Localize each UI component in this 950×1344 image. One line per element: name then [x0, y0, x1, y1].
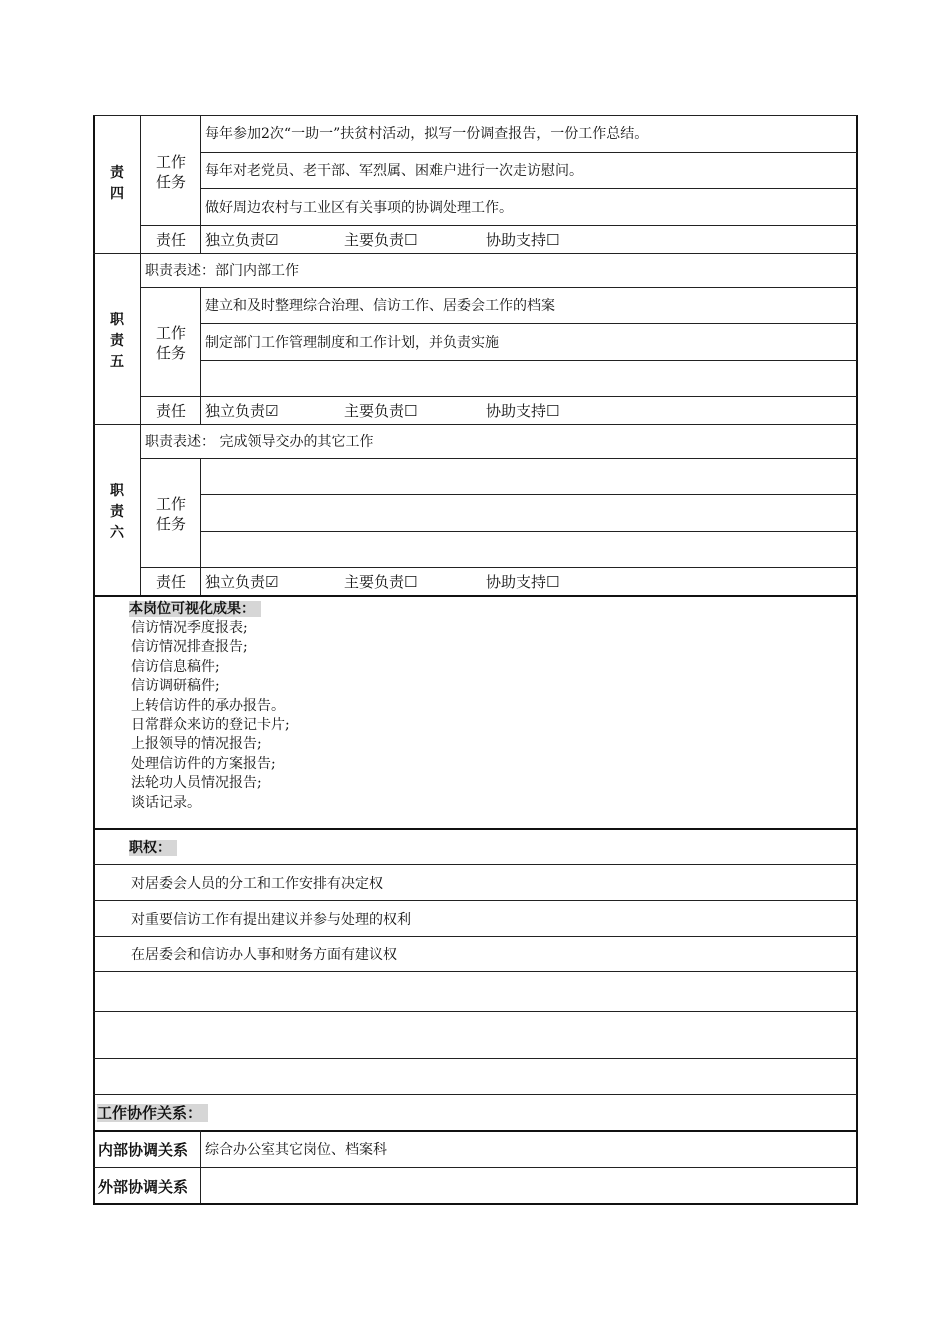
internal-value: 综合办公室其它岗位、档案科	[205, 1142, 387, 1158]
list-item: 谈话记录。	[131, 794, 201, 811]
responsibility-label: 责任	[156, 231, 187, 249]
independent-checkbox[interactable]: 独立负责☑	[205, 402, 279, 420]
independent-checkbox[interactable]: 独立负责☑	[205, 573, 279, 591]
outcomes-title: 本岗位可视化成果：	[129, 601, 261, 617]
authority-item-2: 对重要信访工作有提出建议并参与处理的权利	[131, 912, 411, 928]
duty4-task-3: 做好周边农村与工业区有关事项的协调处理工作。	[205, 200, 513, 216]
duty4-work-label: 工作 任务	[155, 153, 186, 191]
external-label: 外部协调关系	[98, 1178, 189, 1196]
duty4-label: 责 四	[110, 165, 124, 202]
list-item: 信访信息稿件;	[131, 658, 220, 675]
authority-title: 职权：	[129, 840, 177, 856]
responsibility-label: 责任	[156, 573, 187, 591]
duty5-work-label: 工作 任务	[155, 324, 186, 362]
assist-checkbox[interactable]: 协助支持☐	[486, 573, 560, 591]
duty6-label: 职 责 六	[110, 483, 124, 541]
list-item: 上报领导的情况报告;	[131, 736, 262, 753]
independent-checkbox[interactable]: 独立负责☑	[205, 231, 279, 249]
duty4-task-1: 每年参加2次“一助一”扶贫村活动，拟写一份调查报告，一份工作总结。	[205, 126, 649, 142]
main-checkbox[interactable]: 主要负责☐	[344, 231, 418, 249]
list-item: 信访情况季度报表;	[131, 620, 248, 636]
cooperation-title: 工作协作关系：	[97, 1104, 208, 1122]
duty5-task-2: 制定部门工作管理制度和工作计划，并负责实施	[205, 335, 499, 351]
assist-checkbox[interactable]: 协助支持☐	[486, 402, 560, 420]
list-item: 日常群众来访的登记卡片;	[131, 717, 290, 734]
duty6-description: 职责表述： 完成领导交办的其它工作	[145, 434, 374, 450]
main-checkbox[interactable]: 主要负责☐	[344, 402, 418, 420]
duty4-task-2: 每年对老党员、老干部、军烈属、困难户进行一次走访慰问。	[205, 163, 583, 179]
list-item: 信访情况排查报告;	[131, 639, 248, 656]
duty5-description: 职责表述：部门内部工作	[145, 263, 299, 279]
outcomes-list	[131, 619, 290, 813]
internal-label: 内部协调关系	[98, 1141, 189, 1159]
list-item: 信访调研稿件;	[131, 678, 220, 695]
main-checkbox[interactable]: 主要负责☐	[344, 573, 418, 591]
responsibility-label: 责任	[156, 402, 187, 420]
duty6-work-label: 工作 任务	[155, 495, 186, 533]
duty5-label: 职 责 五	[110, 312, 124, 370]
authority-item-3: 在居委会和信访办人事和财务方面有建议权	[131, 947, 397, 963]
authority-item-1: 对居委会人员的分工和工作安排有决定权	[131, 876, 383, 892]
list-item: 法轮功人员情况报告;	[131, 775, 262, 792]
list-item: 处理信访件的方案报告;	[131, 755, 276, 772]
list-item: 上转信访件的承办报告。	[131, 697, 285, 714]
duty5-task-1: 建立和及时整理综合治理、信访工作、居委会工作的档案	[205, 298, 555, 314]
assist-checkbox[interactable]: 协助支持☐	[486, 231, 560, 249]
